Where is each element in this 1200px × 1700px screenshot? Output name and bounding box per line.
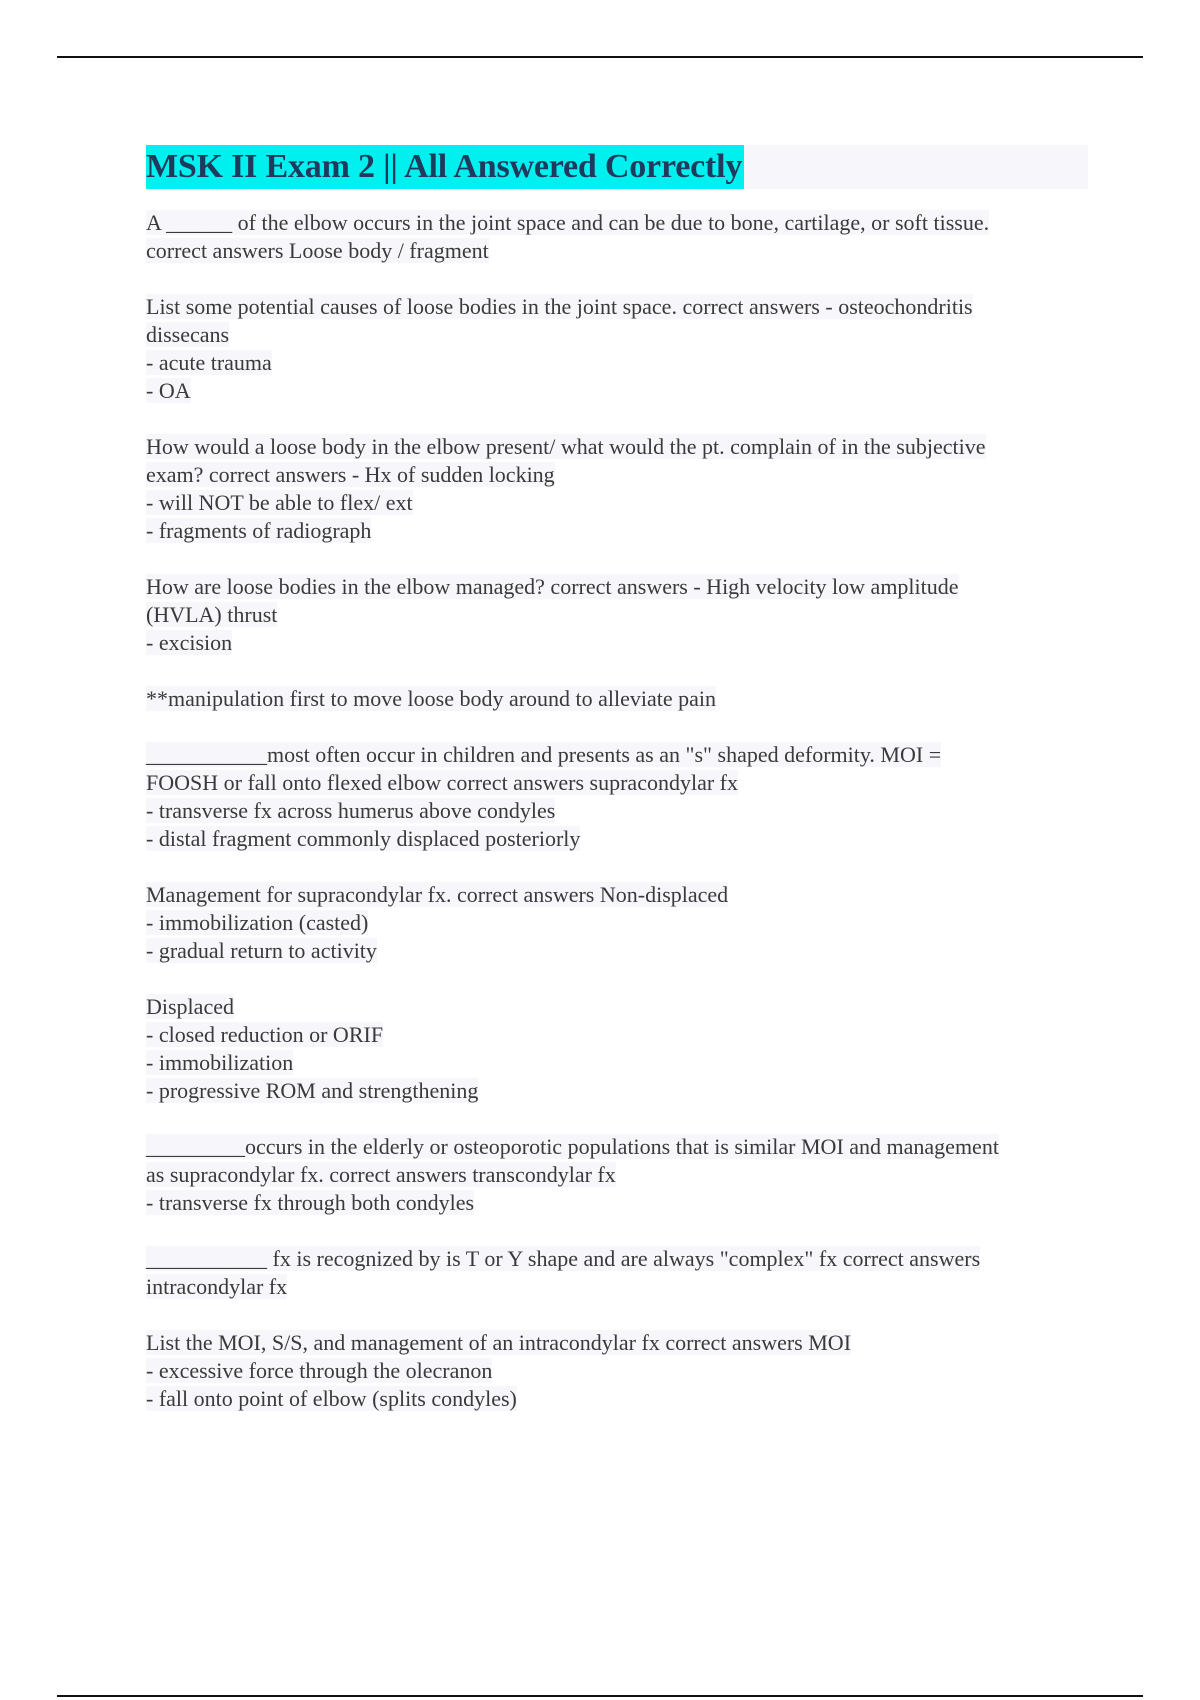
paragraph-gap (146, 713, 1088, 741)
text-line (146, 1021, 1088, 1049)
text-line-content: - immobilization (146, 1050, 294, 1075)
text-line-content: (HVLA) thrust (146, 602, 278, 627)
document-title: MSK II Exam 2 || All Answered Correctly (146, 145, 744, 189)
text-line (146, 1161, 1088, 1189)
paragraph-gap (146, 1301, 1088, 1329)
text-line-content: dissecans (146, 322, 230, 347)
top-rule (57, 56, 1143, 58)
text-line (146, 489, 1088, 517)
text-line (146, 1245, 1088, 1273)
paragraph-gap (146, 965, 1088, 993)
text-line-content: Displaced (146, 994, 234, 1019)
text-line-content: Management for supracondylar fx. correct answers Non-displaced (146, 882, 729, 907)
text-line (146, 741, 1088, 769)
text-line (146, 629, 1088, 657)
paragraph-gap (146, 1217, 1088, 1245)
text-line-content: A ______ of the elbow occurs in the joint space and can be due to bone, cartilage, or soft tissue. (146, 210, 990, 235)
text-line-content: ___________most often occur in children and presents as an "s" shaped deformity. MOI = (146, 742, 942, 767)
text-line (146, 769, 1088, 797)
text-line-content: - excessive force through the olecranon (146, 1358, 493, 1383)
text-line (146, 573, 1088, 601)
text-line-content: _________occurs in the elderly or osteoporotic populations that is similar MOI and management (146, 1134, 999, 1159)
text-line (146, 937, 1088, 965)
text-line (146, 1133, 1088, 1161)
text-line (146, 349, 1088, 377)
text-line-content: List some potential causes of loose bodies in the joint space. correct answers - osteochondritis (146, 294, 973, 319)
text-line-content: correct answers Loose body / fragment (146, 238, 489, 263)
text-line-content: - immobilization (casted) (146, 910, 369, 935)
document-body (146, 145, 1088, 1413)
text-line (146, 237, 1088, 265)
text-line-content: - closed reduction or ORIF (146, 1022, 384, 1047)
paragraph-gap (146, 853, 1088, 881)
text-line (146, 321, 1088, 349)
document-text (146, 209, 1088, 1413)
text-line (146, 1189, 1088, 1217)
text-line-content: exam? correct answers - Hx of sudden locking (146, 462, 555, 487)
text-line (146, 993, 1088, 1021)
text-line (146, 825, 1088, 853)
text-line (146, 909, 1088, 937)
text-line (146, 377, 1088, 405)
paragraph-gap (146, 545, 1088, 573)
text-line (146, 1077, 1088, 1105)
text-line-content: **manipulation first to move loose body around to alleviate pain (146, 686, 717, 711)
paragraph-gap (146, 405, 1088, 433)
text-line (146, 1329, 1088, 1357)
text-line-content: as supracondylar fx. correct answers transcondylar fx (146, 1162, 616, 1187)
text-line-content: - fragments of radiograph (146, 518, 372, 543)
text-line-content: ___________ fx is recognized by is T or Y shape and are always "complex" fx correct answers (146, 1246, 981, 1271)
text-line-content: - OA (146, 378, 191, 403)
text-line (146, 293, 1088, 321)
text-line (146, 461, 1088, 489)
text-line (146, 1357, 1088, 1385)
text-line (146, 797, 1088, 825)
text-line-content: - fall onto point of elbow (splits condyles) (146, 1386, 517, 1411)
text-line (146, 1273, 1088, 1301)
text-line (146, 433, 1088, 461)
text-line-content: - transverse fx through both condyles (146, 1190, 475, 1215)
text-line (146, 1049, 1088, 1077)
text-line-content: How are loose bodies in the elbow managed? correct answers - High velocity low amplitude (146, 574, 959, 599)
title-band (146, 145, 1088, 189)
text-line (146, 517, 1088, 545)
text-line (146, 1385, 1088, 1413)
text-line-content: How would a loose body in the elbow present/ what would the pt. complain of in the subjective (146, 434, 986, 459)
text-line-content: intracondylar fx (146, 1274, 288, 1299)
text-line (146, 881, 1088, 909)
bottom-rule (57, 1695, 1143, 1697)
text-line (146, 601, 1088, 629)
text-line-content: - gradual return to activity (146, 938, 377, 963)
text-line-content: - will NOT be able to flex/ ext (146, 490, 413, 515)
text-line-content: FOOSH or fall onto flexed elbow correct answers supracondylar fx (146, 770, 738, 795)
text-line-content: - acute trauma (146, 350, 272, 375)
paragraph-gap (146, 1105, 1088, 1133)
text-line-content: - excision (146, 630, 233, 655)
paragraph-gap (146, 657, 1088, 685)
text-line-content: - distal fragment commonly displaced posteriorly (146, 826, 581, 851)
paragraph-gap (146, 265, 1088, 293)
text-line-content: - progressive ROM and strengthening (146, 1078, 479, 1103)
text-line (146, 685, 1088, 713)
text-line (146, 209, 1088, 237)
text-line-content: List the MOI, S/S, and management of an intracondylar fx correct answers MOI (146, 1330, 852, 1355)
text-line-content: - transverse fx across humerus above condyles (146, 798, 556, 823)
